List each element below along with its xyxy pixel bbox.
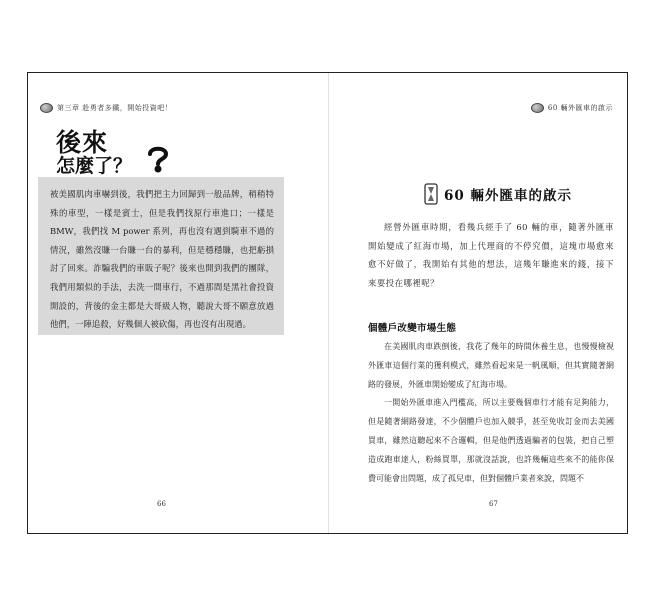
chapter-badge-icon [531,103,544,113]
section-title-line2: 怎麼了？ [56,155,133,177]
right-running-head-text: 60 輛外匯車的啟示 [547,104,613,112]
right-running-head [531,103,613,113]
book-spread [27,72,628,534]
chapter-heading [424,183,572,205]
story-box [38,177,284,335]
section-title [56,123,166,179]
left-running-head-text: 第三章 趁勇者多鐵，開始投資吧！ [57,104,173,112]
body-text [368,338,614,488]
right-page-number: 67 [489,500,498,508]
left-page-number: 66 [157,500,166,508]
chapter-title: 60 輛外匯車的啟示 [444,188,572,204]
question-mark-icon [145,144,171,174]
left-running-head [40,103,172,113]
story-text: 被美國肌肉車嚇到後，我們把主力回歸到一般品牌，稍稍特殊的車型，一樣是賓士，但是我們找原行車進口；一樣是 BMW，我們找 M power 系列，再也沒有遇到騎車不過的情況，雖然沒賺一台賺一台的暴利，但是穩穩賺，也把虧損討了回來。詐騙我們的車販子呢？後來也開到我們的團隊，我們用類似的手法，去洗一間車行，不過那間是黑社會投資開設的，背後的金主都是大哥級人物，聽說大哥不願意放過他們，一陣追殺，好幾個人被砍傷，再也沒有出現過。 [50,189,274,330]
book-spine [328,73,329,533]
body-paragraph: 在美國肌肉車跌倒後，我花了幾年的時間休養生息，也慢慢檢視外匯車這個行業的獲利模式，雖然看起來是一帆風順，但其實隨著網路的發展，外匯車開始變成了紅海市場。 [368,342,614,389]
chapter-badge-icon [40,103,53,113]
hourglass-icon [424,183,438,205]
subheading: 個體戶改變市場生態 [368,323,457,334]
chapter-intro: 經營外匯車時期，看幾兵經手了 60 輛的車，隨著外匯車開始變成了紅海市場，加上代理商的不停究價，這塊市場愈來愈不好做了，我開始有其他的想法，這幾年賺進來的錢，接下來要投在哪裡呢？ [368,222,614,288]
section-title-line1: 後來 [56,128,109,157]
body-paragraph: 一開始外匯車進入門檻高，所以主要幾個車行才能有足夠能力，但是隨著網路發達，不少個體戶也加入競爭，甚至免收訂金而去美國買車，雖然這聽起來不合邏輯，但是他們透過騙者的包裝，把自己塑造成跑車達人，粉絲買單，那就沒話說，也許幾輛這些來不的能你保費可能會出問題，成了孤兒車，但對個體戶業者來說，問題不 [368,398,614,483]
